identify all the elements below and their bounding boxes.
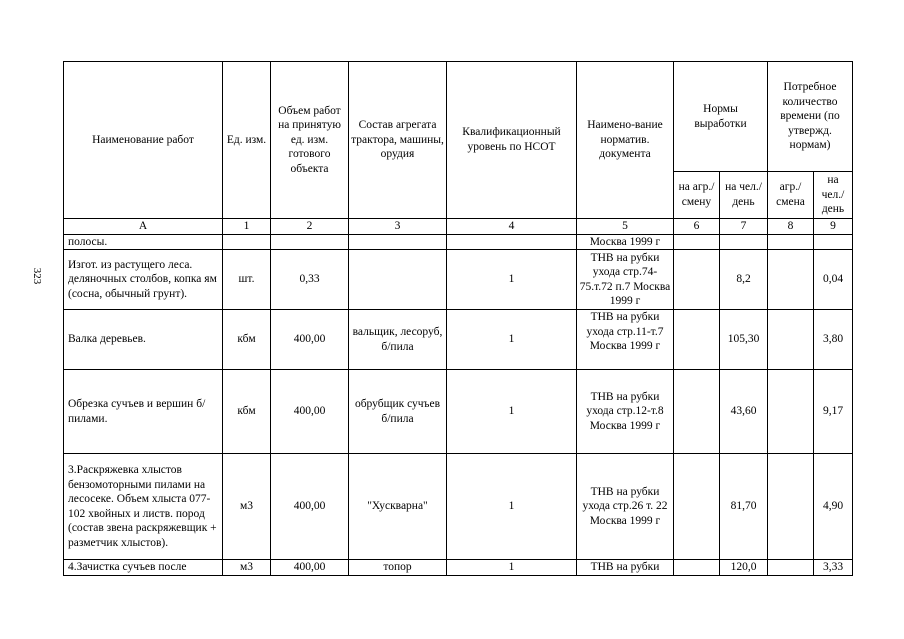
cell-qualification: 1 xyxy=(447,370,577,454)
cell-qualification: 1 xyxy=(447,250,577,310)
cell-norm-person: 8,2 xyxy=(720,250,768,310)
table-row xyxy=(64,234,853,250)
column-index: 7 xyxy=(720,219,768,235)
cell-norm-person: 43,60 xyxy=(720,370,768,454)
cell-time-agr xyxy=(768,234,814,250)
cell-unit: кбм xyxy=(223,310,271,370)
cell-time-person: 4,90 xyxy=(814,454,853,560)
cell-volume: 400,00 xyxy=(271,560,349,576)
cell-norm-agr xyxy=(674,250,720,310)
cell-volume xyxy=(271,234,349,250)
cell-work: Изгот. из растущего леса. деляночных столбов, копка ям (сосна, обычный грунт). xyxy=(64,250,223,310)
cell-time-agr xyxy=(768,250,814,310)
table-row xyxy=(64,454,853,560)
cell-norm-agr xyxy=(674,454,720,560)
cell-norm-agr xyxy=(674,370,720,454)
cell-document: Москва 1999 г xyxy=(577,234,674,250)
header-work-name: Наименование работ xyxy=(64,62,223,219)
cell-work: полосы. xyxy=(64,234,223,250)
column-index-row xyxy=(64,219,853,235)
cell-qualification: 1 xyxy=(447,454,577,560)
header-required-time: Потребное количество времени (по утвержд. нормам) xyxy=(768,62,853,172)
cell-volume: 400,00 xyxy=(271,310,349,370)
header-composition: Состав агрегата трактора, машины, орудия xyxy=(349,62,447,219)
column-index: А xyxy=(64,219,223,235)
column-index: 2 xyxy=(271,219,349,235)
cell-norm-agr xyxy=(674,310,720,370)
cell-unit: шт. xyxy=(223,250,271,310)
cell-norm-agr xyxy=(674,234,720,250)
cell-time-person: 9,17 xyxy=(814,370,853,454)
header-time-per-person: на чел./ день xyxy=(814,172,853,219)
column-index: 1 xyxy=(223,219,271,235)
cell-time-agr xyxy=(768,560,814,576)
cell-time-person xyxy=(814,234,853,250)
cell-norm-agr xyxy=(674,560,720,576)
table-row xyxy=(64,560,853,576)
work-norms-table xyxy=(63,61,853,576)
cell-norm-person: 120,0 xyxy=(720,560,768,576)
page-number: 323 xyxy=(31,267,43,285)
cell-time-agr xyxy=(768,310,814,370)
header-time-per-unit: агр./ смена xyxy=(768,172,814,219)
cell-document: ТНВ на рубки ухода стр.74-75.т.72 п.7 Москва 1999 г xyxy=(577,250,674,310)
column-index: 3 xyxy=(349,219,447,235)
cell-norm-person: 105,30 xyxy=(720,310,768,370)
cell-volume: 400,00 xyxy=(271,454,349,560)
cell-document: ТНВ на рубки ухода стр.12-т.8 Москва 1999 г xyxy=(577,370,674,454)
cell-qualification: 1 xyxy=(447,310,577,370)
cell-work: Валка деревьев. xyxy=(64,310,223,370)
cell-time-person: 0,04 xyxy=(814,250,853,310)
table-row xyxy=(64,250,853,310)
cell-document: ТНВ на рубки ухода стр.26 т. 22 Москва 1999 г xyxy=(577,454,674,560)
cell-norm-person: 81,70 xyxy=(720,454,768,560)
cell-norm-person xyxy=(720,234,768,250)
header-output-per-unit: на агр./ смену xyxy=(674,172,720,219)
cell-qualification xyxy=(447,234,577,250)
cell-time-agr xyxy=(768,370,814,454)
cell-composition: вальщик, лесоруб, б/пила xyxy=(349,310,447,370)
cell-unit: м3 xyxy=(223,454,271,560)
cell-work: Обрезка сучъев и вершин б/пилами. xyxy=(64,370,223,454)
cell-unit xyxy=(223,234,271,250)
cell-time-person: 3,33 xyxy=(814,560,853,576)
header-qualification: Квалификационный уровень по НСОТ xyxy=(447,62,577,219)
cell-qualification: 1 xyxy=(447,560,577,576)
cell-document: ТНВ на рубки xyxy=(577,560,674,576)
header-output-per-person: на чел./ день xyxy=(720,172,768,219)
cell-unit: кбм xyxy=(223,370,271,454)
column-index: 9 xyxy=(814,219,853,235)
cell-document: ТНВ на рубки ухода стр.11-т.7 Москва 1999 г xyxy=(577,310,674,370)
header-volume: Объем работ на принятую ед. изм. готового объекта xyxy=(271,62,349,219)
cell-composition xyxy=(349,234,447,250)
cell-work: 4.Зачистка сучъев после xyxy=(64,560,223,576)
cell-time-agr xyxy=(768,454,814,560)
header-unit: Ед. изм. xyxy=(223,62,271,219)
cell-composition: топор xyxy=(349,560,447,576)
cell-work: 3.Раскряжевка хлыстов бензомоторными пилами на лесосеке. Объем хлыста 077-102 хвойных и листв. пород (состав звена раскряжевщик + разметчик хлыстов). xyxy=(64,454,223,560)
header-norm-document: Наимено-вание норматив. документа xyxy=(577,62,674,219)
column-index: 6 xyxy=(674,219,720,235)
cell-time-person: 3,80 xyxy=(814,310,853,370)
column-index: 5 xyxy=(577,219,674,235)
cell-volume: 0,33 xyxy=(271,250,349,310)
column-index: 8 xyxy=(768,219,814,235)
cell-volume: 400,00 xyxy=(271,370,349,454)
header-output-norms: Нормы выработки xyxy=(674,62,768,172)
table-row xyxy=(64,370,853,454)
column-index: 4 xyxy=(447,219,577,235)
table-row xyxy=(64,310,853,370)
cell-composition xyxy=(349,250,447,310)
cell-composition: "Хускварна" xyxy=(349,454,447,560)
cell-unit: м3 xyxy=(223,560,271,576)
cell-composition: обрубщик сучъев б/пила xyxy=(349,370,447,454)
